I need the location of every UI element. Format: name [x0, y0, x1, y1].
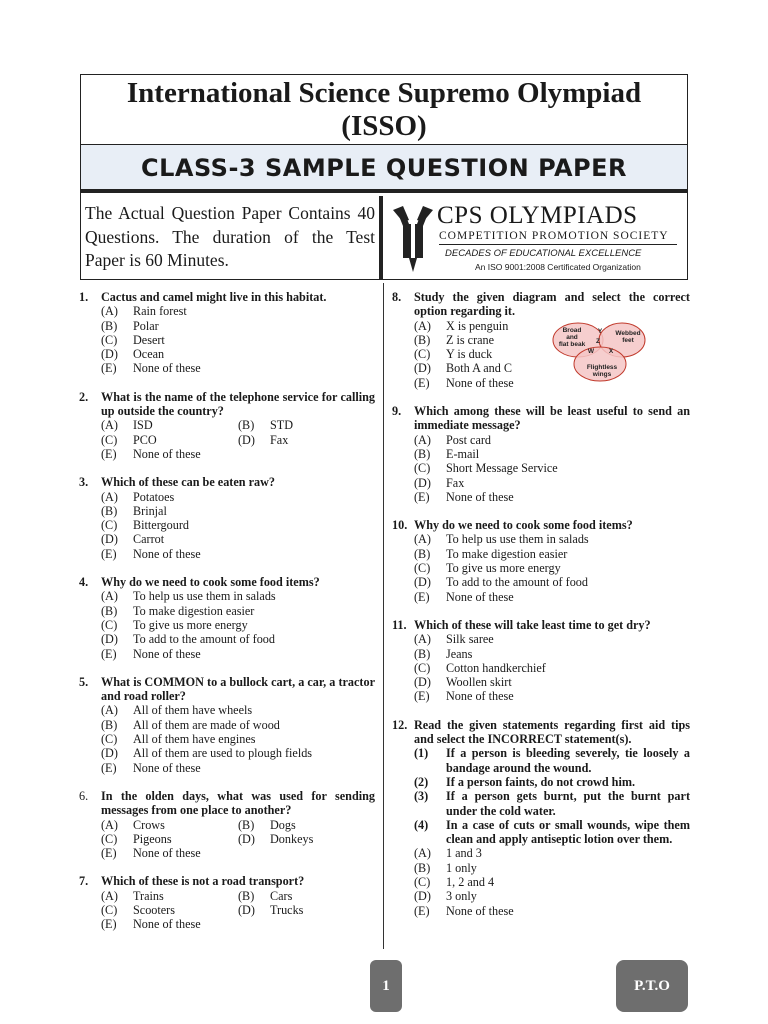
venn-label-c2: wings [592, 371, 612, 378]
logo-iso-note: An ISO 9001:2008 Certificated Organization [475, 262, 641, 272]
column-divider [383, 283, 384, 949]
option: (B) Jeans [414, 646, 473, 661]
statement: (4) In a case of cuts or small wounds, wipe them clean and apply antiseptic lotion over them. [414, 817, 690, 847]
option: (A) Post card [414, 432, 492, 447]
statement: (2) If a person faints, do not crowd him. [414, 774, 636, 789]
question-1 [79, 290, 375, 376]
question-12 [392, 718, 690, 918]
venn-diagram [552, 320, 647, 382]
question-number: 4. [79, 575, 89, 590]
option: (E) None of these [414, 589, 514, 604]
option: (D) All of them are used to plough fields [101, 746, 313, 761]
option-row: (C) Scooters (D) Trucks [101, 902, 304, 917]
venn-label-b2: feet [622, 337, 634, 344]
venn-label-y: Y [597, 328, 603, 335]
logo-name: CPS OLYMPIADS [437, 202, 638, 229]
option: (E) None of these [101, 760, 201, 775]
logo-subtitle: COMPETITION PROMOTION SOCIETY [439, 230, 669, 242]
logo-divider [439, 244, 677, 245]
option: (B) E-mail [414, 446, 480, 461]
option: (B) Polar [101, 318, 159, 333]
option: (C) All of them have engines [101, 732, 256, 747]
question-3 [79, 475, 375, 561]
title-line-1: International Science Supremo Olympiad [126, 77, 642, 109]
option: (B) To make digestion easier [101, 603, 255, 618]
option: (A) To help us use them in salads [101, 589, 276, 604]
page-number-badge: 1 [370, 960, 402, 1012]
statement: (3) If a person gets burnt, put the burnt part under the cold water. [414, 789, 690, 818]
option: (C) To give us more energy [414, 561, 561, 576]
option: (D) Both A and C [414, 361, 513, 376]
option: (C) 1, 2 and 4 [414, 874, 495, 889]
question-text: Which of these is not a road transport? [101, 874, 305, 889]
question-number: 3. [79, 475, 89, 490]
venn-label-a1: Broad [562, 327, 582, 334]
option: (A) 1 and 3 [414, 846, 482, 861]
venn-label-b1: Webbed [615, 330, 641, 337]
question-text: Cactus and camel might live in this habitat. [101, 290, 327, 304]
cps-logo [383, 196, 687, 279]
option: (D) Ocean [101, 347, 165, 362]
question-7 [79, 874, 375, 931]
venn-label-c1: Flightless [586, 364, 618, 371]
question-text: What is the name of the telephone service for calling up outside the country? [101, 389, 375, 419]
option-row: (C) PCO (D) Fax [101, 432, 289, 447]
question-text: Why do we need to cook some food items? [414, 518, 633, 533]
option: (A) Silk saree [414, 632, 494, 647]
option: (D) Carrot [101, 532, 165, 547]
option: (C) Desert [101, 332, 165, 347]
option: (B) Z is crane [414, 332, 495, 347]
question-text: Study the given diagram and select the correct option regarding it. [414, 290, 690, 319]
venn-label-w: W [587, 348, 595, 355]
question-5 [79, 675, 375, 775]
paper-title [81, 75, 687, 145]
option: (E) None of these [414, 375, 514, 390]
option: (A) All of them have wheels [101, 703, 253, 718]
option: (C) Cotton handkerchief [414, 660, 546, 675]
question-text: What is COMMON to a bullock cart, a car, a tractor and road roller? [101, 674, 375, 704]
question-number: 7. [79, 874, 89, 889]
option-row: (A) ISD (B) STD [101, 418, 294, 433]
option: (E) None of these [101, 546, 201, 561]
option: (D) To add to the amount of food [414, 575, 588, 590]
question-4 [79, 575, 375, 661]
question-number: 1. [79, 290, 89, 304]
question-number: 11. [392, 617, 407, 632]
option: (A) Potatoes [101, 489, 175, 504]
question-text: Which of these will take least time to get dry? [414, 617, 651, 632]
question-11 [392, 618, 690, 704]
option: (C) To give us more energy [101, 617, 248, 632]
question-number: 9. [392, 404, 402, 419]
exam-info: The Actual Question Paper Contains 40 Questions. The duration of the Test Paper is 60 Minutes. [81, 196, 383, 279]
option: (D) To add to the amount of food [101, 632, 275, 647]
option: (E) None of these [101, 846, 201, 861]
question-text: Read the given statements regarding first aid tips and select the INCORRECT statement(s). [414, 717, 690, 747]
option: (B) 1 only [414, 860, 477, 875]
venn-label-a3: flat beak [558, 341, 586, 348]
option: (E) None of these [101, 446, 201, 461]
venn-label-a2: and [566, 334, 578, 341]
question-number: 6. [79, 788, 89, 803]
option-row: (A) Trains (B) Cars [101, 888, 293, 903]
question-10 [392, 518, 690, 604]
question-2 [79, 390, 375, 461]
left-column [79, 290, 375, 946]
question-text: Which among these will be least useful to send an immediate message? [414, 404, 690, 433]
option: (B) To make digestion easier [414, 546, 568, 561]
question-text: Why do we need to cook some food items? [101, 575, 320, 590]
question-6 [79, 789, 375, 860]
question-number: 2. [79, 389, 89, 404]
question-8 [392, 290, 690, 390]
question-text: In the olden days, what was used for sending messages from one place to another? [101, 788, 375, 818]
option: (A) To help us use them in salads [414, 532, 589, 547]
title-line-2: (ISSO) [341, 110, 427, 142]
option-row: (C) Pigeons (D) Donkeys [101, 831, 314, 846]
question-text: Which of these can be eaten raw? [101, 475, 275, 490]
question-number: 10. [392, 518, 408, 533]
option: (C) Y is duck [414, 347, 493, 362]
venn-label-z: Z [596, 338, 600, 345]
statement: (1) If a person is bleeding severely, tie loosely a bandage around the wound. [414, 746, 690, 775]
option: (C) Bittergourd [101, 518, 189, 533]
option: (D) Woollen skirt [414, 675, 512, 690]
option: (E) None of these [414, 903, 514, 918]
option: (B) Brinjal [101, 503, 167, 518]
option: (E) None of these [414, 689, 514, 704]
cps-emblem-icon [389, 202, 437, 274]
option: (E) None of these [414, 489, 514, 504]
question-number: 5. [79, 674, 89, 689]
question-number: 8. [392, 290, 402, 304]
venn-label-x: X [608, 348, 614, 355]
option: (E) None of these [101, 646, 201, 661]
question-number: 12. [392, 717, 408, 732]
option: (A) X is penguin [414, 318, 509, 333]
option: (D) 3 only [414, 889, 477, 904]
class-title: CLASS-3 SAMPLE QUESTION PAPER [81, 145, 687, 193]
option: (D) Fax [414, 475, 465, 490]
option-row: (A) Crows (B) Dogs [101, 817, 296, 832]
option: (E) None of these [101, 361, 201, 376]
header-box [80, 74, 688, 280]
pto-badge: P.T.O [616, 960, 688, 1012]
option: (A) Rain forest [101, 304, 187, 319]
option: (B) All of them are made of wood [101, 717, 280, 732]
option: (C) Short Message Service [414, 461, 558, 476]
logo-tagline: DECADES OF EDUCATIONAL EXCELLENCE [445, 248, 642, 259]
right-column [392, 290, 690, 932]
option: (E) None of these [101, 917, 201, 932]
question-9 [392, 404, 690, 504]
